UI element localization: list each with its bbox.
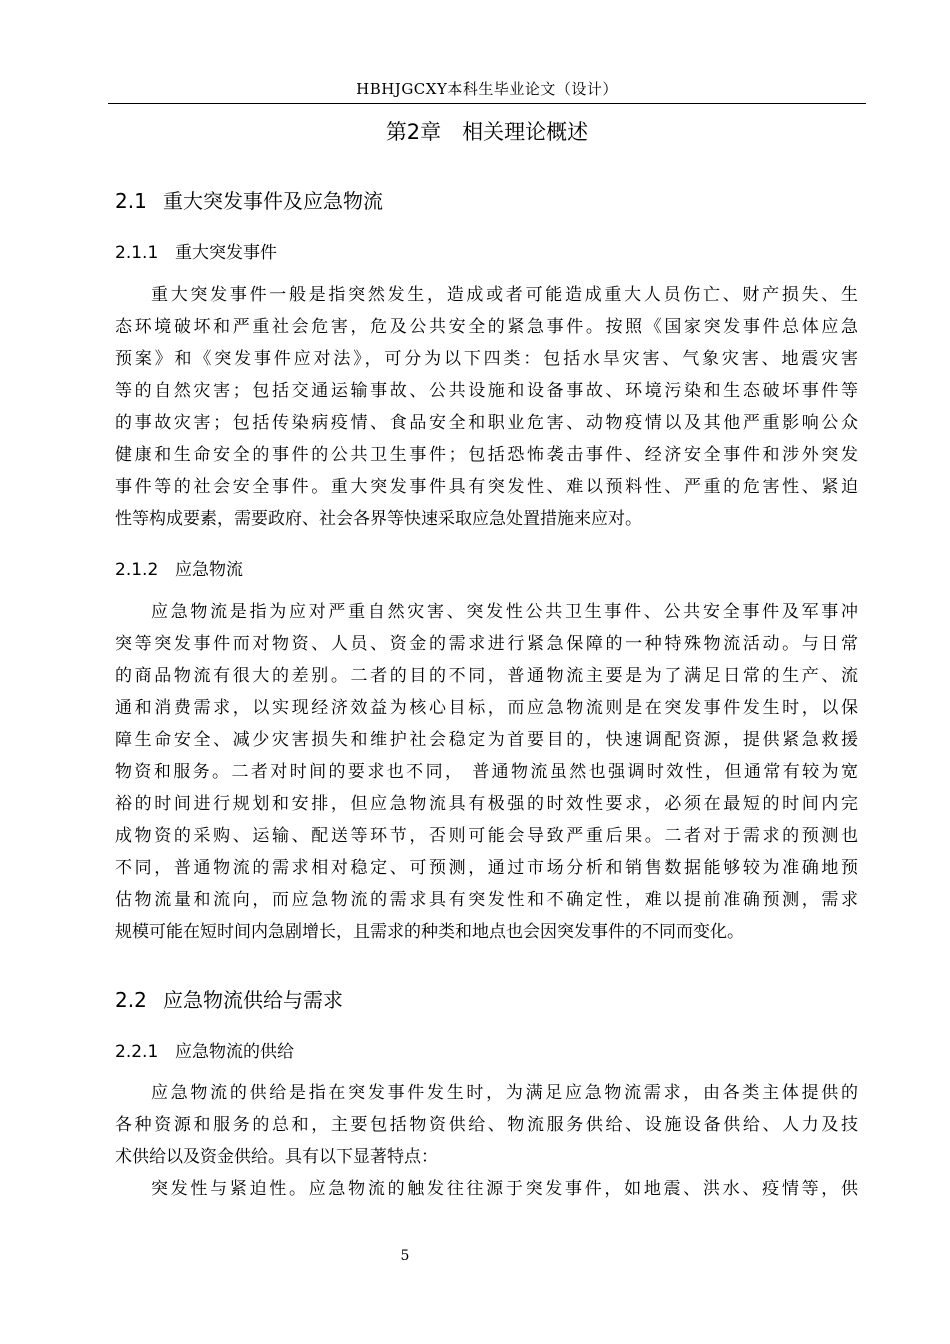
paragraph-line: 估物流量和流向，而应急物流的需求具有突发性和不确定性，难以提前准确预测，需求	[115, 890, 858, 910]
paragraph-line: 成物资的采购、运输、配送等环节，否则可能会导致严重后果。二者对于需求的预测也	[115, 826, 858, 846]
paragraph-line: 性等构成要素，需要政府、社会各界等快速采取应急处置措施来应对。	[115, 509, 642, 529]
subsection-title: 重大突发事件	[175, 243, 277, 263]
subsection-number: 2.1.1	[115, 243, 159, 263]
header-rule	[108, 103, 866, 104]
paragraph-line: 通和消费需求，以实现经济效益为核心目标，而应急物流则是在突发事件发生时，以保	[115, 698, 858, 718]
section-heading-2-2	[115, 985, 343, 1015]
paragraph-line: 突发性与紧迫性。应急物流的触发往往源于突发事件，如地震、洪水、疫情等，供	[151, 1179, 858, 1199]
paragraph-line: 态环境破坏和严重社会危害，危及公共安全的紧急事件。按照《国家突发事件总体应急	[115, 317, 858, 337]
subsection-heading-2-1-2	[115, 557, 243, 583]
paragraph-line: 重大突发事件一般是指突然发生，造成或者可能造成重大人员伤亡、财产损失、生	[151, 285, 858, 305]
subsection-title: 应急物流	[175, 560, 243, 580]
section-number: 2.2	[115, 988, 147, 1012]
paragraph-line: 事件等的社会安全事件。重大突发事件具有突发性、难以预料性、严重的危害性、紧迫	[115, 477, 858, 497]
paragraph-line: 的商品物流有很大的差别。二者的目的不同，普通物流主要是为了满足日常的生产、流	[115, 666, 858, 686]
paragraph-line: 规模可能在短时间内急剧增长，且需求的种类和地点也会因突发事件的不同而变化。	[115, 922, 744, 942]
paragraph-line: 障生命安全、减少灾害损失和维护社会稳定为首要目的，快速调配资源，提供紧急救援	[115, 730, 858, 750]
section-heading-2-1	[115, 186, 383, 216]
subsection-number: 2.2.1	[115, 1042, 159, 1062]
section-number: 2.1	[115, 189, 147, 213]
paragraph-line: 裕的时间进行规划和安排，但应急物流具有极强的时效性要求，必须在最短的时间内完	[115, 794, 858, 814]
paragraph-line: 的事故灾害；包括传染病疫情、食品安全和职业危害、动物疫情以及其他严重影响公众	[115, 413, 858, 433]
paragraph-line: 术供给以及资金供给。具有以下显著特点：	[115, 1147, 438, 1167]
paragraph-line: 等的自然灾害；包括交通运输事故、公共设施和设备事故、环境污染和生态破坏事件等	[115, 381, 858, 401]
section-title: 重大突发事件及应急物流	[163, 189, 383, 213]
section-title: 应急物流供给与需求	[163, 988, 343, 1012]
subsection-number: 2.1.2	[115, 560, 159, 580]
running-header: HBHJGCXY本科生毕业论文（设计）	[356, 80, 618, 98]
paragraph-line: 预案》和《突发事件应对法》，可分为以下四类：包括水旱灾害、气象灾害、地震灾害	[115, 349, 858, 369]
subsection-heading-2-1-1	[115, 240, 277, 266]
paragraph-line: 不同，普通物流的需求相对稳定、可预测，通过市场分析和销售数据能够较为准确地预	[115, 858, 858, 878]
paragraph-line: 各种资源和服务的总和，主要包括物资供给、物流服务供给、设施设备供给、人力及技	[115, 1115, 858, 1135]
paragraph-line: 健康和生命安全的事件的公共卫生事件；包括恐怖袭击事件、经济安全事件和涉外突发	[115, 445, 858, 465]
chapter-title: 第2章 相关理论概述	[385, 120, 589, 144]
paragraph-line: 应急物流的供给是指在突发事件发生时，为满足应急物流需求，由各类主体提供的	[151, 1083, 858, 1103]
page-number: 5	[400, 1248, 410, 1264]
subsection-title: 应急物流的供给	[175, 1042, 294, 1062]
subsection-heading-2-2-1	[115, 1039, 294, 1065]
paragraph-line: 物资和服务。二者对时间的要求也不同， 普通物流虽然也强调时效性，但通常有较为宽	[115, 762, 858, 782]
paragraph-line: 突等突发事件而对物资、人员、资金的需求进行紧急保障的一种特殊物流活动。与日常	[115, 634, 858, 654]
paragraph-line: 应急物流是指为应对严重自然灾害、突发性公共卫生事件、公共安全事件及军事冲	[151, 602, 858, 622]
